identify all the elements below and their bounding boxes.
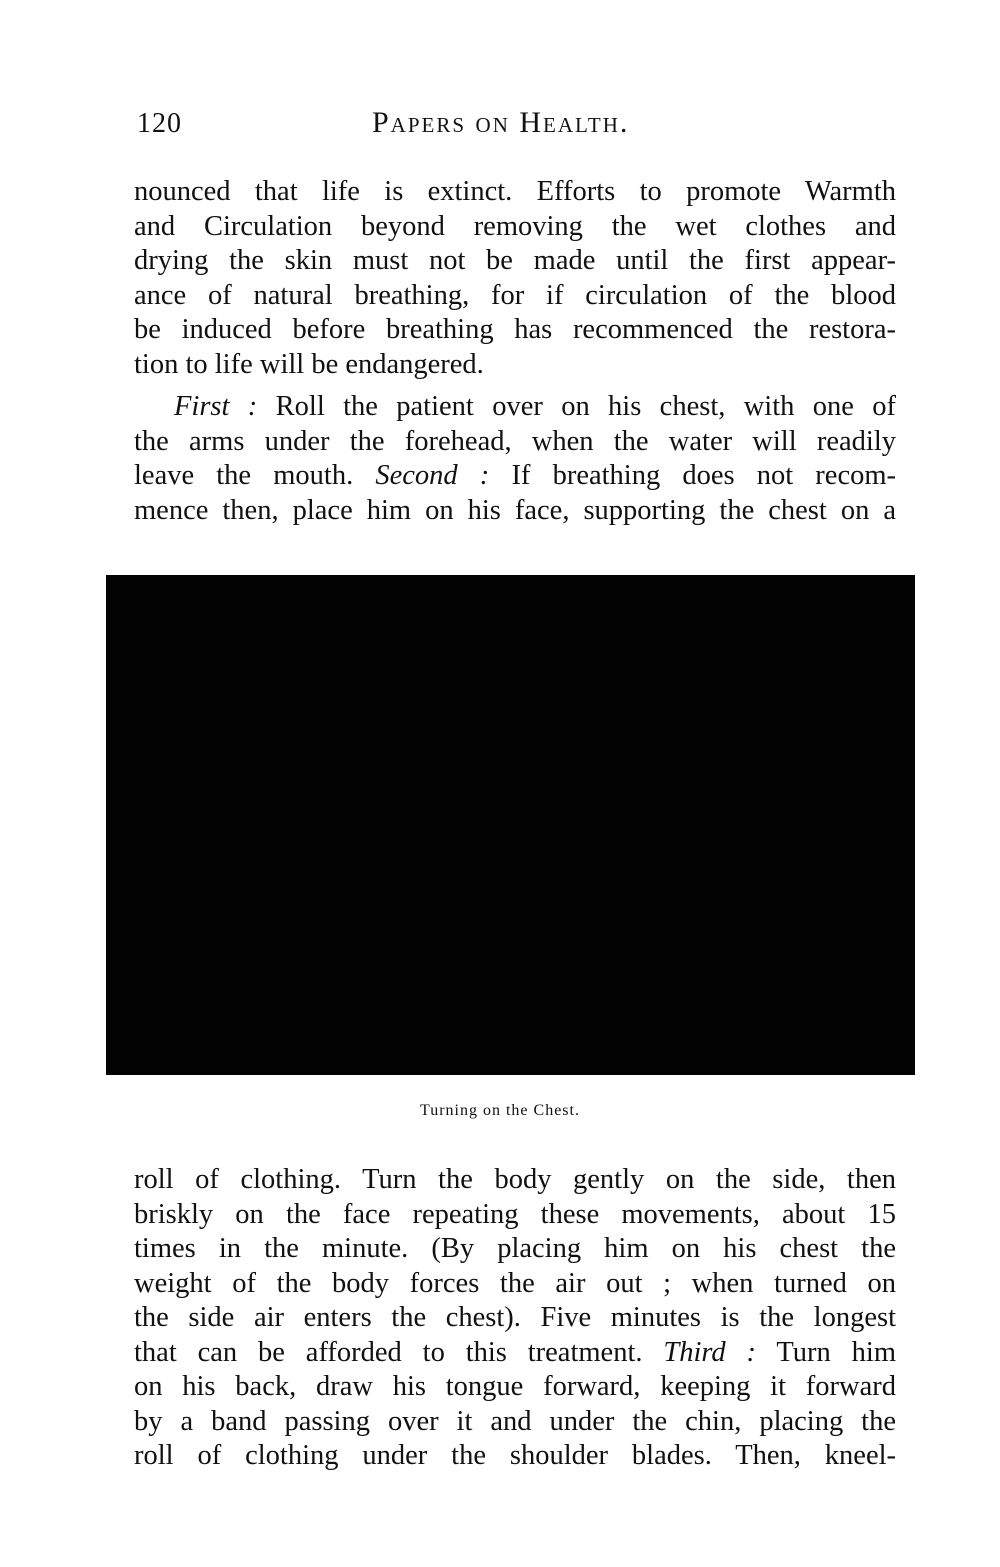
text-line: by a band passing over it and under the chin, placing the — [134, 1405, 896, 1437]
text-line: ance of natural breathing, for if circulation of the blood — [134, 279, 896, 311]
text-line: the arms under the forehead, when the water will readily — [134, 425, 896, 457]
text-fragment: If breathing does not recom- — [489, 460, 897, 491]
text-line: be induced before breathing has recommenced the restora- — [134, 314, 896, 345]
illustration-plate — [106, 575, 915, 1075]
text-line: times in the minute. (By placing him on his chest the — [134, 1233, 896, 1264]
text-line: nounced that life is extinct. Efforts to promote Warmth — [134, 176, 896, 207]
text-line: roll of clothing. Turn the body gently on the side, then — [134, 1164, 896, 1195]
top-text-block — [134, 175, 896, 528]
text-fragment: leave the mouth. — [134, 460, 376, 491]
text-fragment: that can be afforded to this treatment. — [134, 1336, 664, 1368]
text-line: roll of clothing under the shoulder blades. Then, kneel- — [134, 1440, 896, 1471]
text-line: weight of the body forces the air out ; when turned on — [134, 1267, 896, 1299]
paragraph-3 — [134, 1163, 896, 1474]
text-line — [134, 459, 896, 494]
text-line — [134, 1336, 896, 1371]
text-line: briskly on the face repeating these movements, about 15 — [134, 1198, 896, 1230]
running-head: Papers on Health. — [372, 106, 630, 139]
paragraph-2 — [134, 390, 896, 528]
text-line: and Circulation beyond removing the wet clothes and — [134, 210, 896, 242]
figure-caption: Turning on the Chest. — [420, 1102, 580, 1119]
text-line — [134, 390, 896, 425]
text-line: drying the skin must not be made until the first appear- — [134, 245, 896, 276]
text-line: on his back, draw his tongue forward, keeping it forward — [134, 1371, 896, 1402]
text-line: tion to life will be endangered. — [134, 348, 484, 380]
paragraph-1 — [134, 175, 896, 382]
text-line: the side air enters the chest). Five minutes is the longest — [134, 1302, 896, 1333]
text-fragment: Turn him — [756, 1336, 896, 1368]
third-label: Third : — [663, 1336, 757, 1368]
second-label: Second : — [375, 460, 490, 491]
bottom-text-block — [134, 1163, 896, 1474]
first-label: First : — [174, 391, 258, 422]
text-fragment: Roll the patient over on his chest, with one of — [257, 391, 896, 422]
text-line: mence then, place him on his face, supporting the chest on a — [134, 494, 896, 526]
page-number: 120 — [137, 108, 182, 139]
